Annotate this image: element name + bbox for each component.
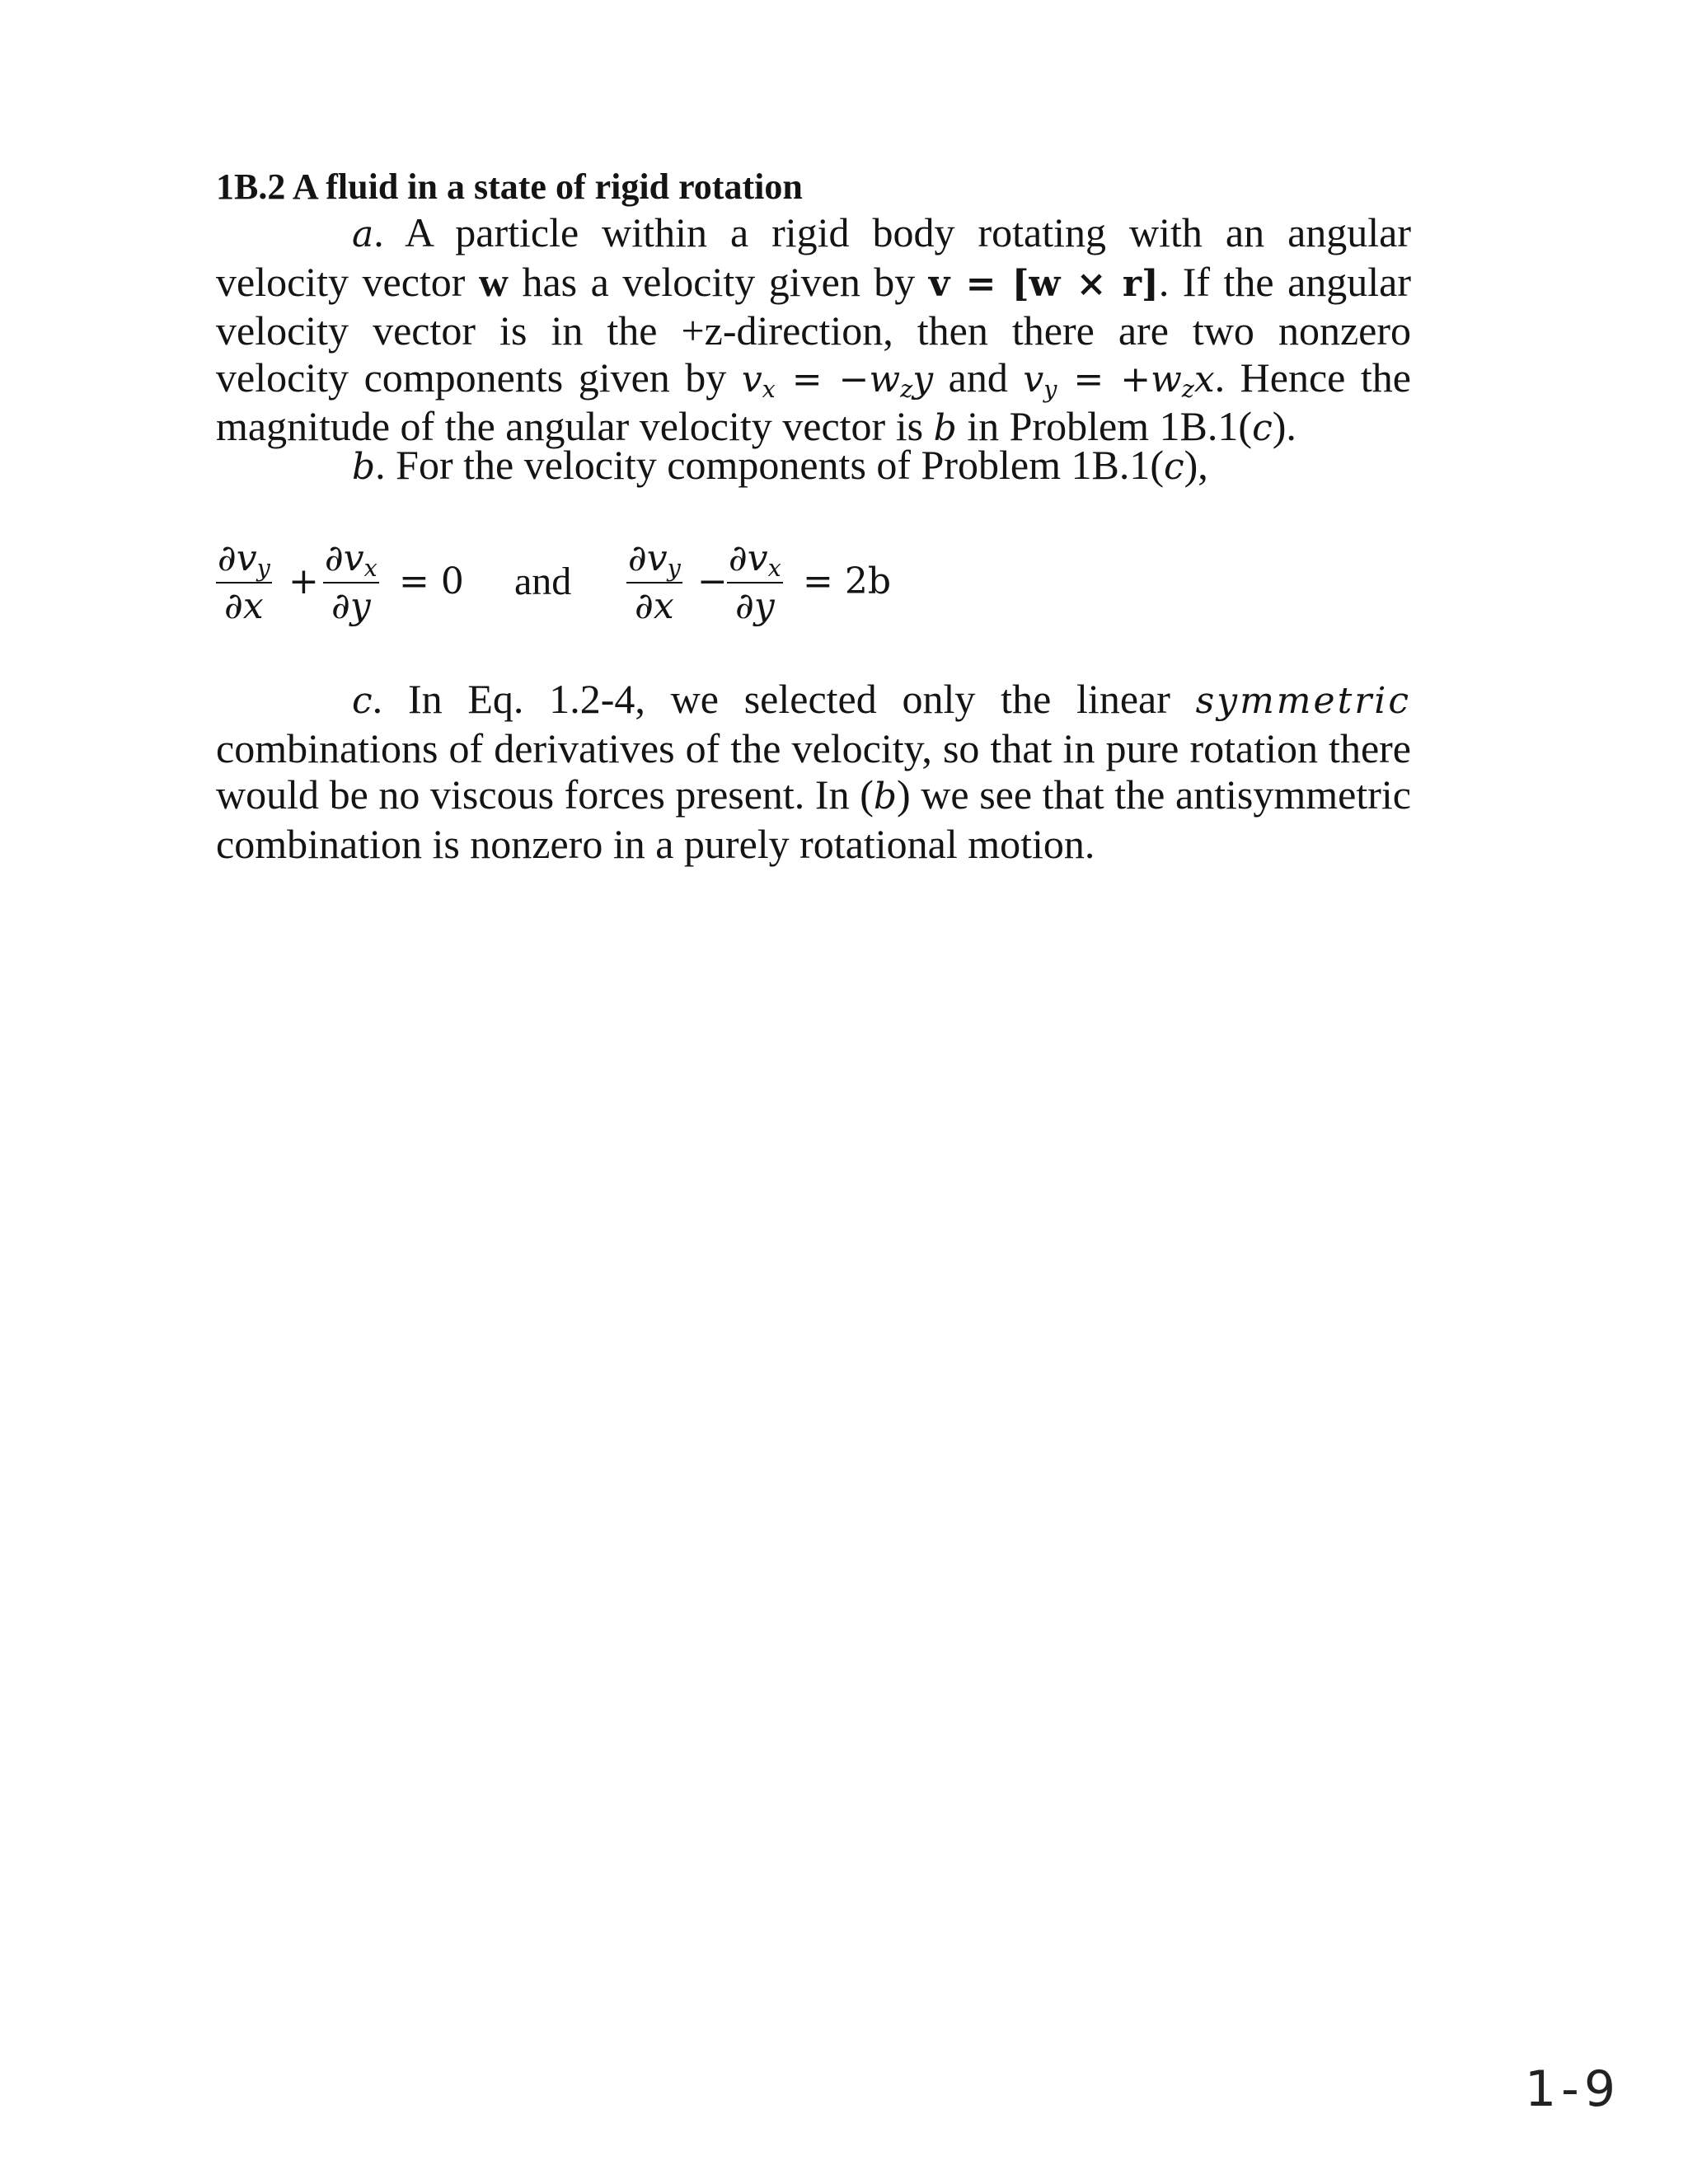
part-a-label: a [352,213,374,255]
vy-equation: $v_y = +w_zx$ [1023,358,1215,403]
equation-1-rhs: = 0 [399,560,464,602]
fraction-dvy-dx-2: $\frac{\partial v_y}{\partial x}$ [628,537,681,627]
part-c-label: c [352,680,373,722]
velocity-cross-product: v = [w × r] [928,262,1159,305]
part-b-label: b [352,446,376,488]
vx-equation: $v_x = -w_zy$ [741,358,934,403]
fraction-dvx-dy: $\frac{\partial v_x}{\partial y}$ [325,537,377,627]
page-number: 1-9 [1525,2060,1620,2118]
and-word: and [514,560,572,603]
part-a-paragraph: a. A particle within a rigid body rotating with an angular velocity vector w has a velocity given by v = [w × r]. If the angular velocity vector is in the +z-direction, then there are two nonzero velocity components given by $v_x = -w_zy$ and $v_y = +w_zx$. Hence the magnitude of the angular velocity vector is b in Problem 1B.1(c). [216,209,1411,449]
problem-title: 1B.2 A fluid in a state of rigid rotation [216,166,803,207]
part-c-paragraph: c. In Eq. 1.2-4, we selected only the linear symmetric combinations of derivatives of the velocity, so that in pure rotation there would be no viscous forces present. In (b) we see that the antisymmetric combination is nonzero in a purely rotational motion. [216,676,1411,867]
symmetric-word: symmetric [1195,680,1411,722]
part-b-paragraph: b. For the velocity components of Problem 1B.1(c), [352,442,1208,488]
derivative-equations [216,527,1040,643]
equation-2-rhs: = 2b [803,560,892,602]
fraction-dvx-dy-2: $\frac{\partial v_x}{\partial y}$ [729,537,781,627]
minus-sign: − [697,560,728,602]
angular-velocity-symbol: w [478,258,509,305]
fraction-dvy-dx: $\frac{\partial v_y}{\partial x}$ [218,537,270,627]
plus-sign: + [288,560,319,602]
